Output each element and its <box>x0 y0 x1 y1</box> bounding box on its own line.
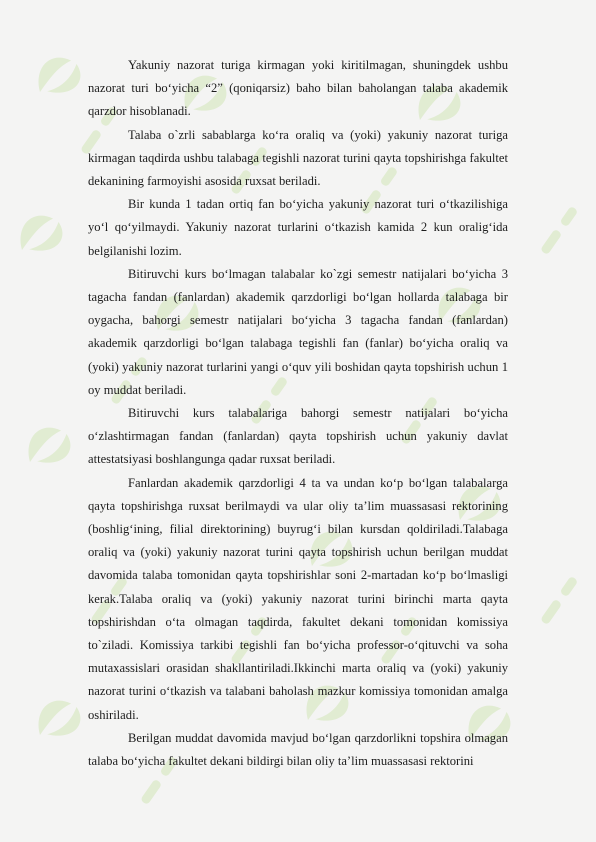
stroke-watermark <box>540 576 578 625</box>
leaf-logo-watermark <box>18 418 77 476</box>
leaf-logo-watermark <box>10 206 69 264</box>
paragraph: Berilgan muddat davomida mavjud bo‘lgan qarzdorlikni topshira olmagan talaba bo‘yicha fakultet dekani bildirgi bilan oliy ta’lim muassasasi rektorini <box>88 730 508 769</box>
paragraph: Bitiruvchi kurs bo‘lmagan talabalar ko`zgi semestr natijalari bo‘yicha 3 tagacha fandan (fanlardan) akademik qarzdorligi bo‘lgan hollarda talabaga bir oygacha, bahorgi semestr natijalari bo‘yicha 3 tagacha fandan (fanlardan) akademik qarzdorligi bo‘lgan talabaga tegishli fan (fanlar) bo‘yicha oraliq va (yoki) yakuniy nazorat turlarini yangi o‘quv yili boshidan qayta topshirish uchun 1 oy muddat beriladi. <box>88 266 508 397</box>
paragraph: Talaba o`zrli sabablarga ko‘ra oraliq va (yoki) yakuniy nazorat turiga kirmagan taqdirda ushbu talabaga tegishli nazorat turini qayta topshirishga fakultet dekanining farmoyishi asosida ruxsat beriladi. <box>88 127 508 189</box>
paragraph: Bir kunda 1 tadan ortiq fan bo‘yicha yakuniy nazorat turi o‘tkazilishiga yo‘l qo‘yilmaydi. Yakuniy nazorat turlarini o‘tkazish kamida 2 kun oralig‘ida belgilanishi lozim. <box>88 197 508 258</box>
leaf-logo-watermark <box>28 691 87 749</box>
leaf-logo-watermark <box>28 48 87 106</box>
paragraph: Bitiruvchi kurs talabalariga bahorgi semestr natijalari bo‘yicha o‘zlashtirmagan fandan (fanlardan) qayta topshirish uchun yakuniy davlat attestatsiyasi boshlangunga qadar ruxsat beriladi. <box>88 406 508 467</box>
paragraph: Fanlardan akademik qarzdorligi 4 ta va undan ko‘p bo‘lgan talabalarga qayta topshirishga ruxsat berilmaydi va ular oliy ta’lim muassasasi rektorining (boshlig‘ining, filial direktorining) buyrug‘i bilan kursdan qoldiriladi.Talabaga oraliq va (yoki) yakuniy nazorat turini qayta topshirish uchun berilgan muddat davomida talaba tomonidan qayta topshirishlar soni 2-martadan ko‘p bo‘lmasligi kerak.Talaba oraliq va (yoki) yakuniy nazorat turini birinchi marta qayta topshirishdan o‘ta olmagan taqdirda, fakultet dekani tomonidan komissiya to`ziladi. Komissiya tarkibi tegishli fan bo‘yicha professor-o‘qituvchi va soha mutaxassislari orasidan shakllantiriladi.Ikkinchi marta oraliq va (yoki) yakuniy nazorat turini o‘tkazish va talabani baholash mazkur komissiya tomonidan amalga oshiriladi. <box>88 475 508 722</box>
stroke-watermark <box>540 206 578 255</box>
paragraph: Yakuniy nazorat turiga kirmagan yoki kiritilmagan, shuningdek ushbu nazorat turi bo‘yicha “2” (qoniqarsiz) baho bilan baholangan talaba akademik qarzdor hisoblanadi. <box>88 58 508 119</box>
document-body <box>88 54 508 773</box>
